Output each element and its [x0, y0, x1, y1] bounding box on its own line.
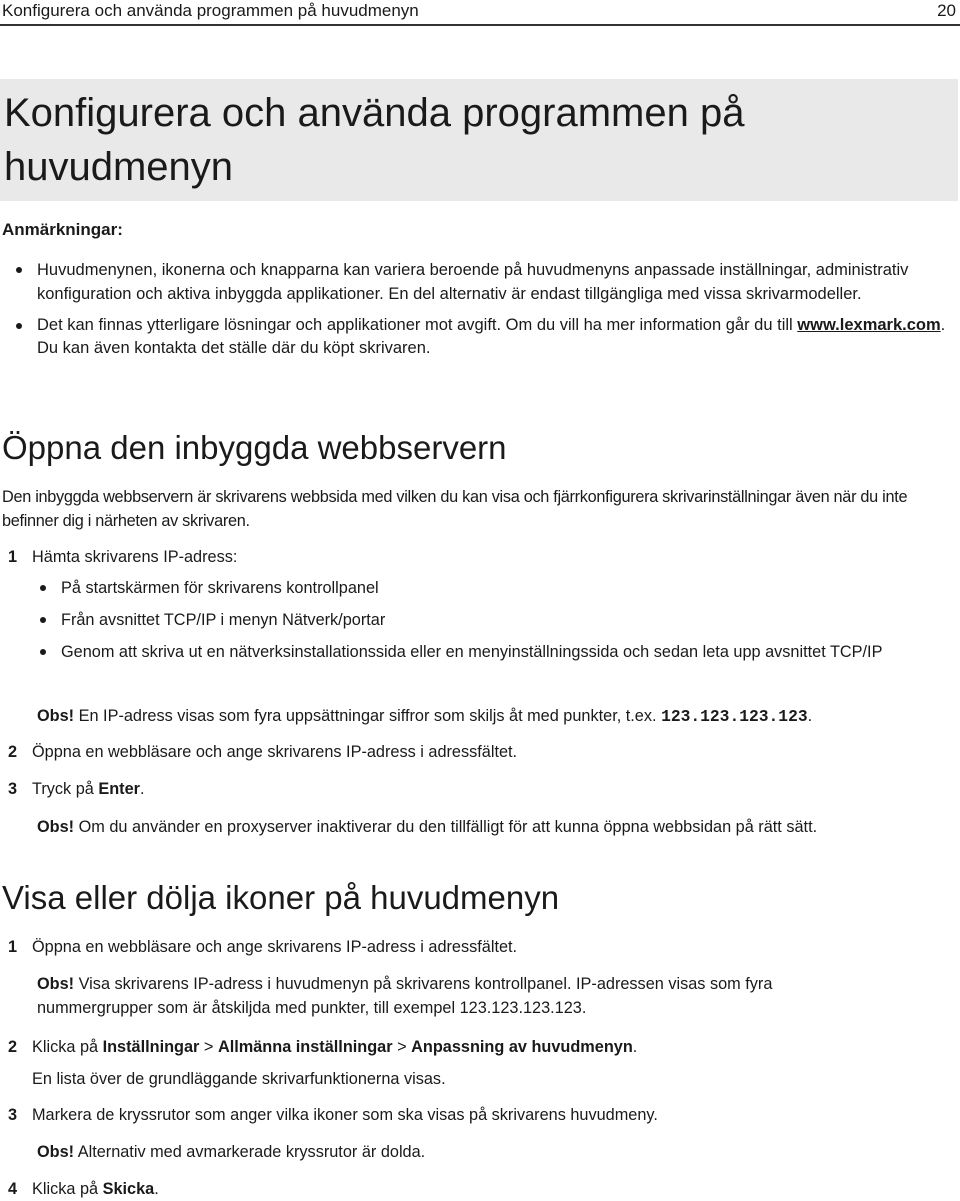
step-text: Öppna en webbläsare och ange skrivarens IP-adress i adressfältet.	[32, 743, 518, 761]
page-number: 20	[937, 1, 956, 20]
note-text: En IP-adress visas som fyra uppsättningar siffror som skiljs åt med punkter, t.ex.	[74, 707, 662, 725]
list-text: Genom att skriva ut en nätverksinstallationssida eller en menyinställningssida och sedan leta upp avsnittet TCP/IP	[61, 643, 883, 661]
notes-label: Anmärkningar:	[2, 220, 123, 239]
note-text: Huvudmenynen, ikonerna och knapparna kan variera beroende på huvudmenyns anpassade inställningar, administrativ konfiguration och aktiva inbyggda applikationer. En del alternativ är endast tillgängliga med vissa skrivarmodeller.	[37, 261, 909, 303]
menu-home-customization: Anpassning av huvudmenyn	[411, 1038, 633, 1056]
list-text: Från avsnittet TCP/IP i menyn Nätverk/portar	[61, 611, 386, 629]
intro-paragraph: Den inbyggda webbservern är skrivarens webbsida med vilken du kan visa och fjärrkonfigurera skrivarinställningar även när du inte befinner dig i närheten av skrivaren.	[2, 488, 908, 530]
section-heading-icons: Visa eller dölja ikoner på huvudmenyn	[2, 879, 560, 916]
list-text: På startskärmen för skrivarens kontrollpanel	[61, 579, 379, 597]
note-label: Obs!	[37, 707, 75, 725]
list-item	[0, 576, 950, 600]
running-header	[0, 0, 960, 26]
step-text: Markera de kryssrutor som anger vilka ikoner som ska visas på skrivarens huvudmeny.	[32, 1106, 658, 1124]
step-text: Öppna en webbläsare och ange skrivarens IP-adress i adressfältet.	[32, 938, 518, 956]
running-header-title: Konfigurera och använda programmen på huvudmenyn	[2, 1, 419, 20]
ip-sources-list	[0, 576, 950, 672]
note-label: Obs!	[37, 1143, 75, 1161]
lexmark-link[interactable]: www.lexmark.com	[797, 316, 941, 334]
menu-settings: Inställningar	[102, 1038, 200, 1056]
note-text: Visa skrivarens IP-adress i huvudmenyn på skrivarens kontrollpanel. IP-adressen visas som fyra nummergrupper som är åtskiljda med punkter, till exempel 123.123.123.123.	[37, 975, 773, 1017]
list-item	[0, 608, 950, 632]
step-number: 1	[8, 548, 18, 566]
step-text: Klicka på	[32, 1180, 103, 1198]
note-end: .	[807, 707, 813, 725]
step-number: 2	[8, 743, 18, 761]
bullet-icon	[40, 617, 46, 623]
step-text: Klicka på	[32, 1038, 103, 1056]
step-text-end: .	[632, 1038, 638, 1056]
list-item	[0, 640, 950, 664]
note-ip-format	[37, 704, 937, 729]
note-label: Obs!	[37, 818, 75, 836]
chapter-title	[4, 86, 904, 194]
note-ip-location	[37, 972, 867, 1020]
section-heading-web-server: Öppna den inbyggda webbservern	[2, 429, 507, 466]
notes-list	[0, 258, 950, 368]
step-number: 1	[8, 938, 18, 956]
bullet-icon	[40, 649, 46, 655]
step-text-end: .	[139, 780, 145, 798]
step-text: Tryck på	[32, 780, 99, 798]
step-number: 3	[8, 1106, 18, 1124]
menu-separator: >	[199, 1038, 218, 1056]
note-proxy	[37, 815, 937, 839]
note-text: Det kan finnas ytterligare lösningar och applikationer mot avgift. Om du vill ha mer information går du till	[37, 316, 798, 334]
note-text: Om du använder en proxyserver inaktiverar du den tillfälligt för att kunna öppna webbsidan på rätt sätt.	[74, 818, 818, 836]
chapter-title-line2: huvudmenyn	[4, 145, 234, 189]
note-hidden-options	[37, 1140, 937, 1164]
bullet-icon	[40, 585, 46, 591]
step-number: 2	[8, 1038, 18, 1056]
list-item	[0, 258, 950, 306]
bullet-icon	[16, 323, 22, 329]
step-text: Hämta skrivarens IP-adress:	[32, 548, 238, 566]
note-text: . Du kan även kontakta det ställe där du köpt skrivaren.	[37, 316, 946, 357]
step-number: 3	[8, 780, 18, 798]
step-2-result: En lista över de grundläggande skrivarfunktionerna visas.	[32, 1070, 446, 1088]
note-label: Obs!	[37, 975, 75, 993]
step-number: 4	[8, 1180, 18, 1198]
submit-label: Skicka	[102, 1180, 155, 1198]
chapter-title-line1: Konfigurera och använda programmen på	[4, 91, 745, 135]
menu-general-settings: Allmänna inställningar	[217, 1038, 393, 1056]
note-text: Alternativ med avmarkerade kryssrutor är dolda.	[74, 1143, 426, 1161]
ip-example: 123.123.123.123	[661, 707, 808, 726]
menu-separator: >	[392, 1038, 412, 1056]
step-text-end: .	[154, 1180, 159, 1198]
list-item	[0, 314, 950, 360]
bullet-icon	[16, 267, 22, 273]
enter-key-label: Enter	[98, 780, 140, 798]
